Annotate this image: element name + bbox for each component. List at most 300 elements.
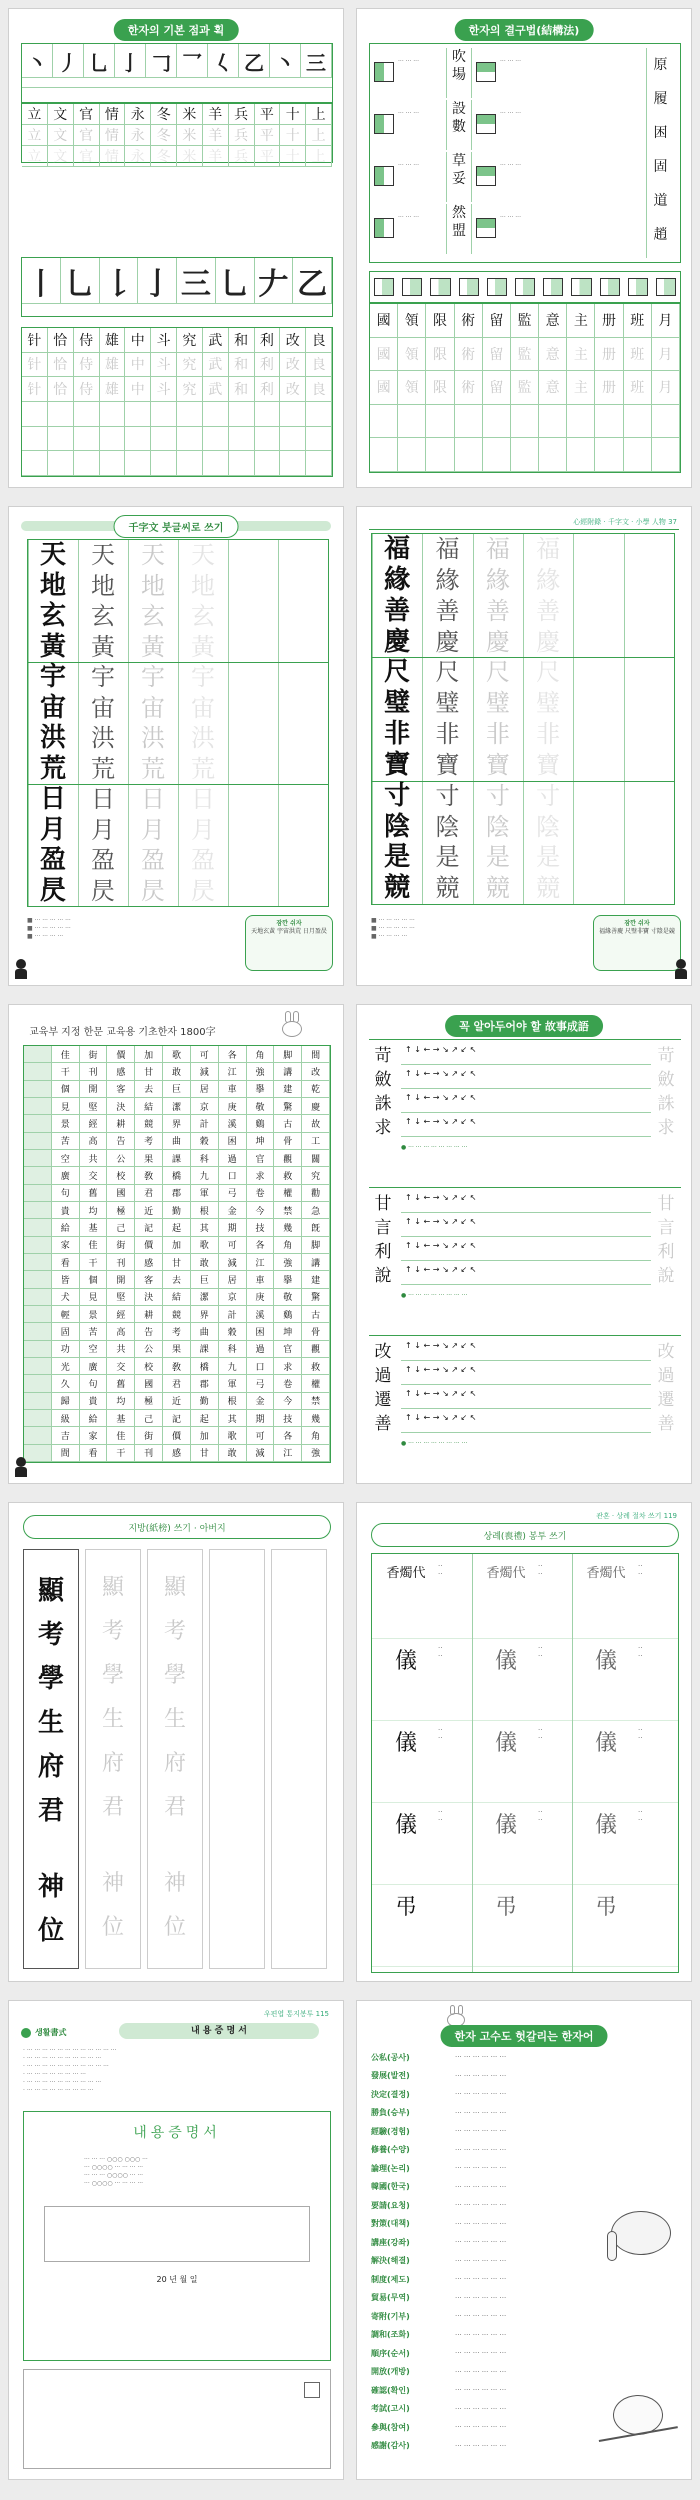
form-title: 내용증명서 (133, 2125, 221, 2141)
char-cell: 減 (191, 1063, 219, 1080)
brush-char-copy: 競 (435, 874, 460, 903)
char-cell: 庚 (247, 1289, 275, 1306)
char-cell: 景 (52, 1115, 80, 1132)
char-cell: 佳 (52, 1046, 80, 1063)
char-cell (24, 1254, 52, 1271)
brush-char-trace-faint: 荒 (191, 754, 215, 783)
char-cell: 勤 (191, 1393, 219, 1410)
jibang-char: 學 (101, 1663, 124, 1688)
word-entry (371, 2364, 611, 2380)
envelope-char: 儀 (594, 1731, 617, 1756)
grid-column-line (372, 534, 373, 904)
structure-diagram (476, 62, 496, 82)
rabbit-icon (279, 1011, 305, 1041)
char-cell (24, 1133, 52, 1150)
brush-char-trace: 宇 (141, 663, 165, 691)
char-cell (24, 1271, 52, 1288)
char-cell (24, 1081, 52, 1098)
trace-char: 雄 (100, 353, 126, 378)
practice-char: 册 (595, 304, 623, 338)
practice-char: 意 (539, 304, 567, 338)
trace-char: 和 (229, 377, 255, 402)
char-cell: 功 (52, 1341, 80, 1358)
char-cell: 間 (52, 1445, 80, 1462)
trace-char (48, 402, 74, 427)
row-line (401, 1284, 651, 1285)
char-cell: 看 (80, 1445, 108, 1462)
mascot-figure (13, 1457, 29, 1479)
char-cell (24, 1341, 52, 1358)
structure-panel (369, 43, 681, 263)
char-cell: 巨 (163, 1081, 191, 1098)
practice-char: 限 (426, 304, 454, 338)
row-line (401, 1112, 651, 1113)
trace-char: 主 (567, 371, 595, 405)
char-cell: 古 (274, 1115, 302, 1132)
char-cell: 技 (274, 1410, 302, 1427)
envelope-char: 香燭代 (586, 1566, 626, 1581)
char-cell: 歌 (219, 1427, 247, 1444)
idiom-char: 言 (374, 1218, 392, 1238)
structure-diagram (476, 114, 496, 134)
practice-char: 上 (306, 104, 332, 125)
brush-char-trace-faint: 慶 (536, 627, 561, 656)
brush-char-trace: 昃 (141, 876, 165, 905)
page-title: 교육부 지정 한문 교육용 기초한자 1800字 (29, 1027, 216, 1038)
brush-char-model: 玄 (39, 601, 66, 631)
trace-char (280, 402, 306, 427)
trace-char (177, 402, 203, 427)
char-cell: 橋 (191, 1358, 219, 1375)
stroke-order-row: ↑ ↓ ← → ↘ ↗ ↙ ↖ (405, 1365, 477, 1374)
char-cell: 己 (107, 1219, 135, 1236)
practice-grid-2 (21, 327, 333, 477)
page-title: 내 용 증 명 서 (119, 2023, 319, 2039)
page-title: 상례(喪禮) 봉투 쓰기 (483, 1531, 567, 1542)
char-cell: 各 (274, 1427, 302, 1444)
idiom-meaning: ● ··· ··· ··· ··· ··· ··· ··· ··· (401, 1292, 468, 1299)
brush-char-model: 黃 (39, 631, 66, 662)
char-cell: 勤 (163, 1202, 191, 1219)
idiom-list (369, 1039, 681, 1479)
trace-char-faint: 上 (306, 146, 332, 167)
word-term: 制度(제도) (371, 2274, 410, 2284)
char-cell: 競 (135, 1115, 163, 1132)
brush-char-model: 宇 (39, 662, 66, 692)
brush-char-trace: 天 (141, 541, 165, 569)
trace-char: 侍 (74, 353, 100, 378)
char-cell: 可 (219, 1237, 247, 1254)
practice-grid-1 (21, 103, 333, 163)
structure-icon (402, 278, 422, 296)
idiom-char: 斂 (374, 1070, 392, 1090)
envelope-char: 弔 (594, 1895, 617, 1920)
stroke-samples (22, 44, 332, 78)
trace-char (652, 438, 680, 472)
word-entry (371, 2142, 611, 2158)
jibang-char: 君 (163, 1795, 186, 1820)
jibang-practice-frame (271, 1549, 327, 1969)
trace-char: 米 (177, 125, 203, 146)
char-cell: 各 (247, 1237, 275, 1254)
stroke-order-row: ↑ ↓ ← → ↘ ↗ ↙ ↖ (405, 1389, 477, 1398)
char-cell: 廣 (80, 1358, 108, 1375)
jibang-char: 生 (163, 1707, 186, 1732)
trace-char (255, 427, 281, 452)
char-cell: 甘 (163, 1254, 191, 1271)
grid-column-line (278, 540, 279, 906)
brush-char-copy: 尺 (435, 658, 460, 687)
char-cell (24, 1150, 52, 1167)
char-cell: 校 (107, 1167, 135, 1184)
trace-char: 雄 (100, 377, 126, 402)
char-cell: 減 (219, 1254, 247, 1271)
trace-char (255, 402, 281, 427)
jibang-char: 府 (37, 1752, 64, 1782)
practice-char: 領 (398, 304, 426, 338)
trace-char (483, 405, 511, 439)
char-cell: 街 (80, 1046, 108, 1063)
char-cell: 近 (135, 1202, 163, 1219)
form-date: 20 년 월 일 (156, 2275, 198, 2284)
header-rule (369, 529, 679, 530)
structure-icon (374, 278, 394, 296)
char-cell: 經 (80, 1115, 108, 1132)
brush-char-trace-faint: 尺 (536, 658, 561, 687)
char-cell: 交 (80, 1167, 108, 1184)
char-cell: 鷄 (274, 1306, 302, 1323)
running-header: 心經附錄 · 千字文 · 小學 人物 37 (573, 518, 677, 526)
page-idioms (356, 1004, 692, 1484)
trace-char (255, 451, 281, 476)
char-cell: 郡 (163, 1185, 191, 1202)
brush-char-trace: 荒 (141, 754, 165, 783)
char-cell: 擧 (247, 1081, 275, 1098)
body-note: ■ ··· ··· ··· ··· ··· ■ ··· ··· ··· ··· ··· ■ ··· ··· ··· ··· (371, 917, 415, 940)
trace-char: 中 (125, 377, 151, 402)
char-cell: 骨 (302, 1323, 330, 1340)
brush-char-model: 非 (384, 719, 411, 749)
word-entry (371, 2327, 611, 2343)
trace-char (483, 438, 511, 472)
stroke-sample: 𡿨 (208, 44, 239, 78)
form-body-box (44, 2206, 310, 2262)
trace-char: 斗 (151, 377, 177, 402)
char-cell: 舊 (80, 1185, 108, 1202)
jibang-practice-frame (147, 1549, 203, 1969)
char-cell: 科 (191, 1150, 219, 1167)
char-cell (24, 1219, 52, 1236)
word-term: 開放(개방) (371, 2367, 410, 2376)
word-desc: ··· ··· ··· ··· ··· ··· (455, 2145, 507, 2154)
trace-char (229, 451, 255, 476)
envelope-sub: ·· ·· (438, 1644, 443, 1660)
char-cell: 家 (80, 1427, 108, 1444)
jibang-char: 顯 (163, 1575, 186, 1600)
char-cell: 軍 (191, 1185, 219, 1202)
brush-char-copy: 黃 (91, 632, 115, 661)
char-cell: 根 (191, 1202, 219, 1219)
brush-char-trace: 月 (141, 815, 165, 844)
column-line (472, 1554, 473, 1972)
grid-column-line (523, 534, 524, 904)
side-note-text: 福緣善慶 尺璧非寶 寸陰是競 (599, 928, 675, 935)
brush-char-model: 盈 (39, 845, 66, 875)
char-cell: 間 (302, 1046, 330, 1063)
word-desc: ··· ··· ··· ··· ··· ··· (455, 2053, 507, 2061)
char-cell: 口 (219, 1167, 247, 1184)
brush-char-model: 善 (384, 595, 411, 626)
practice-char: 留 (483, 304, 511, 338)
word-desc: ··· ··· ··· ··· ··· ··· (455, 2312, 507, 2320)
brush-char-copy: 荒 (91, 754, 115, 783)
word-term: 要請(요청) (371, 2200, 410, 2210)
envelope-sub: ·· ·· (638, 1726, 643, 1742)
char-cell: 九 (219, 1358, 247, 1375)
brush-char-model: 陰 (384, 811, 411, 842)
char-cell: 干 (107, 1445, 135, 1462)
brush-char-model: 緣 (384, 564, 411, 595)
trace-char (511, 405, 539, 439)
char-cell (24, 1115, 52, 1132)
envelope-char: 儀 (394, 1813, 417, 1838)
brush-char-copy: 陰 (435, 812, 460, 841)
practice-char: 米 (177, 104, 203, 125)
side-note-title: 잠깐 쉬자 (624, 920, 650, 927)
trace-char: 针 (22, 353, 48, 378)
char-cell: 金 (219, 1202, 247, 1219)
structure-row (374, 48, 674, 98)
trace-char: 恰 (48, 377, 74, 402)
word-term: 韓國(한국) (371, 2182, 410, 2191)
trace-char (306, 451, 332, 476)
brush-char-trace: 璧 (485, 689, 510, 718)
trace-char (151, 427, 177, 452)
structure-char: 趙 (653, 227, 668, 243)
char-cell: 觀 (302, 1341, 330, 1358)
word-entry (371, 2086, 611, 2102)
stroke-samples-2 (22, 258, 332, 304)
stroke-sample: 乛 (177, 44, 208, 78)
char-cell: 考 (163, 1323, 191, 1340)
brush-char-copy: 玄 (91, 602, 115, 630)
jibang-model-frame (23, 1549, 79, 1969)
brush-practice-grid (27, 539, 329, 907)
structure-char: 道 (653, 193, 668, 209)
badge-label: 생활書式 (35, 2028, 67, 2037)
char-cell: 個 (52, 1081, 80, 1098)
body-note: ■ ··· ··· ··· ··· ··· ■ ··· ··· ··· ··· ··· ■ ··· ··· ··· ··· (27, 917, 71, 940)
practice-char: 主 (567, 304, 595, 338)
trace-char (100, 427, 126, 452)
trace-char: 主 (567, 338, 595, 372)
trace-char: 册 (595, 338, 623, 372)
practice-char: 術 (455, 304, 483, 338)
char-cell (24, 1375, 52, 1392)
trace-char: 監 (511, 338, 539, 372)
brush-char-trace-faint: 善 (536, 596, 561, 625)
char-cell: 課 (163, 1150, 191, 1167)
trace-char: 冬 (151, 125, 177, 146)
char-cell: 穀 (219, 1323, 247, 1340)
brush-char-trace-faint: 昃 (191, 876, 215, 905)
structure-desc: ··· ··· ··· (398, 110, 419, 117)
char-cell: 決 (107, 1098, 135, 1115)
word-entry (371, 2401, 611, 2417)
char-cell: 各 (219, 1046, 247, 1063)
brush-char-model: 寶 (384, 749, 411, 780)
practice-char: 利 (255, 328, 281, 353)
jibang-char: 神 (163, 1871, 186, 1896)
brush-char-trace-faint: 福 (536, 535, 561, 563)
char-cell: 界 (191, 1306, 219, 1323)
char-cell: 結 (135, 1098, 163, 1115)
practice-char: 羊 (203, 104, 229, 125)
char-cell: 權 (302, 1375, 330, 1392)
char-cell: 車 (219, 1081, 247, 1098)
stroke-label-row (22, 78, 332, 88)
envelope-sub: ·· ·· (538, 1644, 543, 1660)
char-cell: 看 (52, 1254, 80, 1271)
structure-row (374, 100, 674, 150)
envelope-sub: ·· ·· (638, 1562, 643, 1578)
practice-char: 監 (511, 304, 539, 338)
jibang-char: 生 (37, 1708, 64, 1738)
brush-char-model: 競 (384, 873, 411, 904)
char-cell: 感 (163, 1445, 191, 1462)
word-desc: ··· ··· ··· ··· ··· ··· (455, 2386, 507, 2394)
jibang-practice-frame (209, 1549, 265, 1969)
char-cell (24, 1063, 52, 1080)
running-header: 우편엽 통지봉투 115 (263, 2010, 329, 2018)
practice-char: 平 (255, 104, 281, 125)
char-cell: 九 (191, 1167, 219, 1184)
char-cell: 國 (107, 1185, 135, 1202)
char-cell: 敎 (135, 1167, 163, 1184)
char-cell: 權 (274, 1185, 302, 1202)
char-cell: 關 (302, 1150, 330, 1167)
word-term: 調和(조화) (371, 2330, 410, 2339)
trace-char (539, 405, 567, 439)
char-cell: 競 (163, 1306, 191, 1323)
idiom-char: 說 (374, 1266, 392, 1286)
trace-char (100, 451, 126, 476)
structure-icon (656, 278, 676, 296)
char-cell: 極 (107, 1202, 135, 1219)
trace-char (177, 427, 203, 452)
char-cell: 計 (191, 1115, 219, 1132)
idiom-char: 苛 (374, 1046, 392, 1066)
structure-row (374, 204, 674, 254)
char-cell: 記 (163, 1410, 191, 1427)
char-cell: 給 (80, 1410, 108, 1427)
idiom-trace-char: 遷 (657, 1390, 675, 1410)
idiom-block (369, 1039, 681, 1179)
trace-char: 册 (595, 371, 623, 405)
char-cell: 建 (302, 1271, 330, 1288)
column-line (572, 1554, 573, 1972)
char-cell: 根 (219, 1393, 247, 1410)
brush-char-trace-faint: 寶 (536, 750, 561, 779)
char-cell: 期 (219, 1219, 247, 1236)
trace-char: 武 (203, 377, 229, 402)
char-cell: 官 (274, 1341, 302, 1358)
char-cell (24, 1185, 52, 1202)
char-cell: 其 (219, 1410, 247, 1427)
structure-icon (628, 278, 648, 296)
stroke-order-row: ↑ ↓ ← → ↘ ↗ ↙ ↖ (405, 1093, 477, 1102)
structure-chars: 草 妥 (446, 152, 472, 202)
trace-char (426, 405, 454, 439)
trace-char (455, 438, 483, 472)
char-cell: 共 (80, 1150, 108, 1167)
envelope-sub: ·· ·· (538, 1808, 543, 1824)
char-cell: 角 (247, 1046, 275, 1063)
envelope-sub: ·· ·· (538, 1562, 543, 1578)
grid-column-line (573, 534, 574, 904)
word-list (371, 2049, 611, 2469)
page-title: 꼭 알아두어야 할 故事成語 (445, 1015, 603, 1037)
char-cell: 旣 (302, 1219, 330, 1236)
char-cell: 卷 (274, 1375, 302, 1392)
char-cell: 空 (52, 1150, 80, 1167)
char-cell: 高 (80, 1133, 108, 1150)
char-cell: 困 (247, 1323, 275, 1340)
structure-row (374, 152, 674, 202)
idiom-block (369, 1187, 681, 1327)
char-cell: 強 (302, 1445, 330, 1462)
trace-char (306, 427, 332, 452)
practice-char: 十 (280, 104, 306, 125)
page-confusing-words (356, 2000, 692, 2480)
word-term: 參與(참여) (371, 2422, 410, 2432)
word-desc: ··· ··· ··· ··· ··· ··· (455, 2293, 507, 2302)
char-cell: 開 (80, 1081, 108, 1098)
char-cell: 佳 (107, 1427, 135, 1444)
trace-char (652, 405, 680, 439)
practice-char: 立 (22, 104, 48, 125)
brush-char-model: 昃 (39, 875, 66, 906)
section-badge (21, 2027, 66, 2038)
practice-char: 中 (125, 328, 151, 353)
word-term: 對策(대책) (371, 2219, 410, 2228)
title-banner (23, 1515, 331, 1539)
trace-char-faint: 情 (100, 146, 126, 167)
word-entry (371, 2068, 611, 2084)
char-cell: 溪 (247, 1306, 275, 1323)
idiom-trace-char: 苛 (657, 1046, 675, 1066)
word-term: 勝負(승부) (371, 2108, 410, 2117)
char-cell: 居 (191, 1081, 219, 1098)
brush-char-trace-faint: 寸 (536, 781, 561, 810)
stroke-sample: 丶 (270, 44, 301, 78)
side-note-title: 잠깐 쉬자 (276, 920, 302, 927)
row-line (401, 1360, 651, 1361)
envelope-char: 儀 (394, 1731, 417, 1756)
trace-char: 班 (624, 338, 652, 372)
idiom-char: 誅 (374, 1094, 392, 1114)
elephant-illustration (603, 2201, 683, 2281)
envelope-char: 儀 (494, 1649, 517, 1674)
trace-char (151, 451, 177, 476)
trace-char (22, 402, 48, 427)
envelope-sub: ·· ·· (538, 1726, 543, 1742)
char-cell: 官 (247, 1150, 275, 1167)
char-cell: 江 (247, 1254, 275, 1271)
envelope-char: 弔 (494, 1895, 517, 1920)
char-cell (24, 1167, 52, 1184)
trace-char-faint: 官 (74, 146, 100, 167)
